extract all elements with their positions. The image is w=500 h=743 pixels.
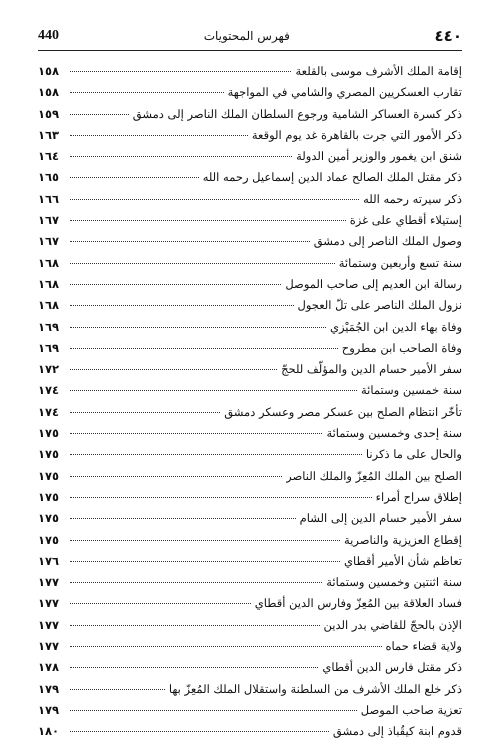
- list-item: [38, 551, 462, 572]
- entry-page-number: ١٧٥: [38, 489, 60, 504]
- list-item: [38, 359, 462, 380]
- dot-leader: [70, 220, 346, 221]
- list-item: [38, 593, 462, 614]
- dot-leader: [70, 689, 165, 690]
- list-item: [38, 274, 462, 295]
- entry-title: ذكر سيرته رحمه الله: [363, 191, 462, 206]
- entry-page-number: ١٦٧: [38, 234, 60, 249]
- list-item: [38, 444, 462, 465]
- entry-title: قدوم ابنة كيقُباذ إلى دمشق: [332, 724, 462, 739]
- dot-leader: [70, 135, 248, 136]
- entry-title: سفر الأمير حسام الدين إلى الشام: [299, 511, 462, 526]
- entry-page-number: ١٦٦: [38, 191, 60, 206]
- list-item: [38, 466, 462, 487]
- entry-title: ذكر مقتل فارس الدين أقطاي: [322, 660, 462, 675]
- entry-page-number: ١٧٩: [38, 702, 60, 717]
- entry-title: تقارب العسكريين المصري والشامي في المواجهة: [227, 85, 462, 100]
- entry-page-number: ١٧٥: [38, 468, 60, 483]
- dot-leader: [70, 71, 291, 72]
- dot-leader: [70, 646, 382, 647]
- entry-page-number: ١٧٧: [38, 617, 60, 632]
- list-item: [38, 82, 462, 103]
- entry-page-number: ١٧٥: [38, 511, 60, 526]
- dot-leader: [70, 540, 340, 541]
- list-item: [38, 104, 462, 125]
- entry-title: ذكر مقتل الملك الصالح عماد الدين إسماعيل رحمه الله: [202, 170, 462, 185]
- dot-leader: [70, 603, 251, 604]
- entry-title: فساد العلاقة بين المُعِزّ وفارس الدين أقطاي: [254, 596, 462, 611]
- entry-page-number: ١٧٤: [38, 404, 60, 419]
- entry-title: الإذن بالحجّ للقاضي بدر الدين: [323, 617, 462, 632]
- page-number-latin: 440: [38, 28, 59, 43]
- dot-leader: [70, 284, 281, 285]
- entry-page-number: ١٥٩: [38, 106, 60, 121]
- entry-page-number: ١٧٥: [38, 532, 60, 547]
- entry-title: ذكر كسرة العساكر الشامية ورجوع السلطان الملك الناصر إلى دمشق: [132, 106, 462, 121]
- entry-title: ذكر الأمور التي جرت بالقاهرة غد يوم الوقعة: [251, 127, 462, 142]
- year-heading-entry: [38, 572, 462, 593]
- list-item: [38, 679, 462, 700]
- entry-title: إطلاق سراح أمراء: [375, 489, 462, 504]
- dot-leader: [70, 412, 220, 413]
- entry-page-number: ١٧٥: [38, 447, 60, 462]
- list-item: [38, 189, 462, 210]
- entry-page-number: ١٨٠: [38, 724, 60, 739]
- dot-leader: [70, 327, 326, 328]
- entry-page-number: ١٧٥: [38, 426, 60, 441]
- list-item: [38, 125, 462, 146]
- dot-leader: [70, 114, 129, 115]
- entry-page-number: ١٧٩: [38, 681, 60, 696]
- dot-leader: [70, 582, 322, 583]
- dot-leader: [70, 199, 359, 200]
- list-item: [38, 167, 462, 188]
- entry-title: ولاية قضاء حماه: [385, 639, 462, 654]
- dot-leader: [70, 518, 296, 519]
- list-item: [38, 508, 462, 529]
- dot-leader: [70, 369, 277, 370]
- entry-page-number: ١٧٤: [38, 383, 60, 398]
- dot-leader: [70, 710, 357, 711]
- entry-title: تعاظم شأن الأمير أقطاي: [344, 553, 462, 568]
- entry-page-number: ١٦٩: [38, 319, 60, 334]
- entry-title: سنة خمسين وستمائة: [360, 383, 462, 398]
- list-item: [38, 210, 462, 231]
- list-item: [38, 295, 462, 316]
- dot-leader: [70, 497, 372, 498]
- entry-title: إستيلاء أقطاي على غزة: [349, 213, 462, 228]
- entry-page-number: ١٧٨: [38, 660, 60, 675]
- list-item: [38, 338, 462, 359]
- entry-page-number: ١٧٢: [38, 362, 60, 377]
- dot-leader: [70, 454, 362, 455]
- entry-title: وفاة الصاحب ابن مطروح: [341, 340, 462, 355]
- entry-page-number: ١٧٧: [38, 639, 60, 654]
- year-heading-entry: [38, 423, 462, 444]
- entry-title: الصلح بين الملك المُعِزّ والملك الناصر: [286, 468, 462, 483]
- header-divider: [38, 50, 462, 51]
- list-item: [38, 530, 462, 551]
- list-item: [38, 657, 462, 678]
- page-number-arabic: ٤٤٠: [434, 27, 462, 45]
- dot-leader: [70, 433, 322, 434]
- entry-page-number: ١٦٣: [38, 127, 60, 142]
- entry-title: نزول الملك الناصر على تلّ العجول: [297, 298, 462, 313]
- dot-leader: [70, 305, 294, 306]
- list-item: [38, 61, 462, 82]
- dot-leader: [70, 731, 329, 732]
- entry-page-number: ١٧٦: [38, 553, 60, 568]
- entry-title: ذكر خلع الملك الأشرف من السلطنة واستقلال الملك المُعِزّ بها: [168, 681, 462, 696]
- entry-title: شنق ابن يغمور والوزير أمين الدولة: [296, 149, 462, 164]
- dot-leader: [70, 241, 310, 242]
- list-item: [38, 700, 462, 721]
- entry-title: وصول الملك الناصر إلى دمشق: [313, 234, 462, 249]
- entry-page-number: ١٧٧: [38, 596, 60, 611]
- dot-leader: [70, 625, 320, 626]
- list-item: [38, 721, 462, 742]
- entry-title: سنة إحدى وخمسين وستمائة: [326, 426, 462, 441]
- entry-page-number: ١٦٩: [38, 340, 60, 355]
- dot-leader: [70, 561, 340, 562]
- entry-page-number: ١٦٨: [38, 298, 60, 313]
- year-heading-entry: [38, 253, 462, 274]
- entry-title: سنة اثنتين وخمسين وستمائة: [326, 575, 462, 590]
- entry-page-number: ١٦٨: [38, 276, 60, 291]
- dot-leader: [70, 156, 292, 157]
- entry-page-number: ١٥٨: [38, 85, 60, 100]
- dot-leader: [70, 177, 199, 178]
- dot-leader: [70, 390, 357, 391]
- entry-title: رسالة ابن العديم إلى صاحب الموصل: [285, 276, 462, 291]
- entry-title: والحال على ما ذكرنا: [365, 447, 462, 462]
- entry-title: سنة تسع وأربعين وستمائة: [338, 255, 462, 270]
- list-item: [38, 402, 462, 423]
- dot-leader: [70, 348, 338, 349]
- dot-leader: [70, 667, 318, 668]
- list-item: [38, 487, 462, 508]
- entry-title: إقامة الملك الأشرف موسى بالقلعة: [295, 64, 462, 78]
- list-item: [38, 615, 462, 636]
- running-title: فهرس المحتويات: [203, 29, 290, 43]
- dot-leader: [70, 476, 282, 477]
- entry-title: سفر الأمير حسام الدين والمؤلّف للحجّ: [281, 362, 462, 377]
- contents-list: [38, 61, 462, 743]
- dot-leader: [70, 92, 224, 93]
- list-item: [38, 146, 462, 167]
- entry-page-number: ١٦٥: [38, 170, 60, 185]
- dot-leader: [70, 263, 335, 264]
- list-item: [38, 231, 462, 252]
- entry-title: تعزية صاحب الموصل: [360, 702, 462, 717]
- entry-page-number: ١٧٧: [38, 575, 60, 590]
- page-header: [38, 26, 462, 46]
- list-item: [38, 317, 462, 338]
- entry-title: تأخّر انتظام الصلح بين عسكر مصر وعسكر دمشق: [224, 404, 462, 419]
- year-heading-entry: [38, 380, 462, 401]
- entry-title: وفاة بهاء الدين ابن الجُمَيْزي: [329, 319, 462, 334]
- entry-page-number: ١٦٨: [38, 255, 60, 270]
- entry-page-number: ١٦٤: [38, 149, 60, 164]
- entry-page-number: ١٦٧: [38, 213, 60, 228]
- entry-title: إقطاع العزيزية والناصرية: [343, 532, 462, 547]
- list-item: [38, 636, 462, 657]
- entry-page-number: ١٥٨: [38, 64, 60, 78]
